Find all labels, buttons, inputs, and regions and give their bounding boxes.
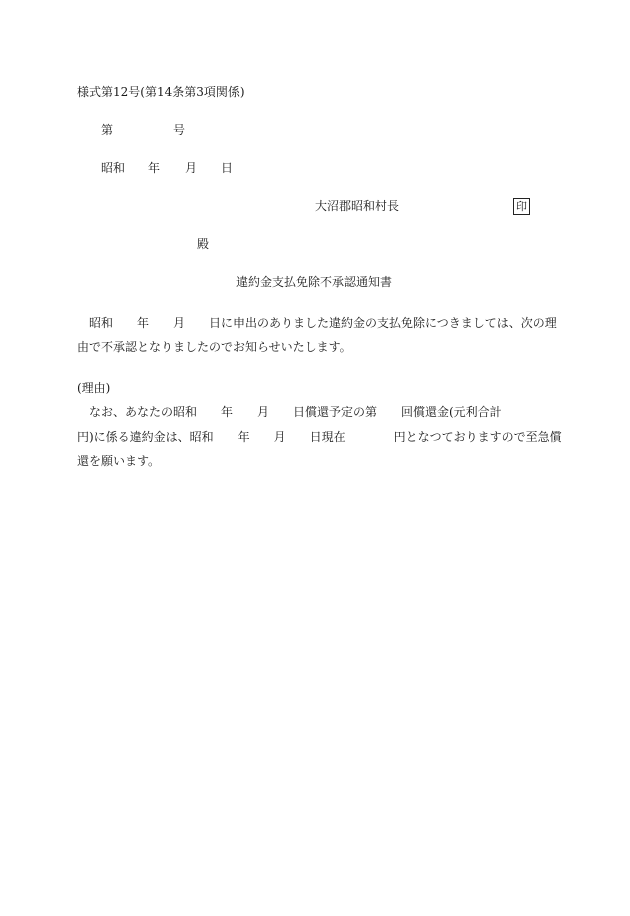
issuer-name: 大沼郡昭和村長 <box>315 199 400 213</box>
reason-line-1: なお、あなたの昭和 年 月 日償還予定の第 回償還金(元利合計 <box>89 405 502 419</box>
addressee-suffix: 殿 <box>197 237 210 251</box>
body-line-2: 由で不承認となりましたのでお知らせいたします。 <box>77 340 352 354</box>
date-era: 昭和 <box>101 161 126 175</box>
form-number: 様式第12号(第14条第3項関係) <box>77 85 245 99</box>
reason-line-2: 円)に係る違約金は、昭和 年 月 日現在 円となつておりますので至急償 <box>77 430 562 444</box>
reason-heading: (理由) <box>77 381 111 395</box>
document-title: 違約金支払免除不承認通知書 <box>236 275 393 289</box>
body-line-1: 昭和 年 月 日に申出のありました違約金の支払免除につきましては、次の理 <box>89 316 557 330</box>
reason-line-3: 還を願います。 <box>77 454 161 468</box>
date-month: 月 <box>185 161 198 175</box>
doc-number-suffix: 号 <box>173 123 186 137</box>
seal-mark: 印 <box>513 198 530 215</box>
date-year: 年 <box>148 161 161 175</box>
date-day: 日 <box>221 161 234 175</box>
doc-number-prefix: 第 <box>101 123 114 137</box>
